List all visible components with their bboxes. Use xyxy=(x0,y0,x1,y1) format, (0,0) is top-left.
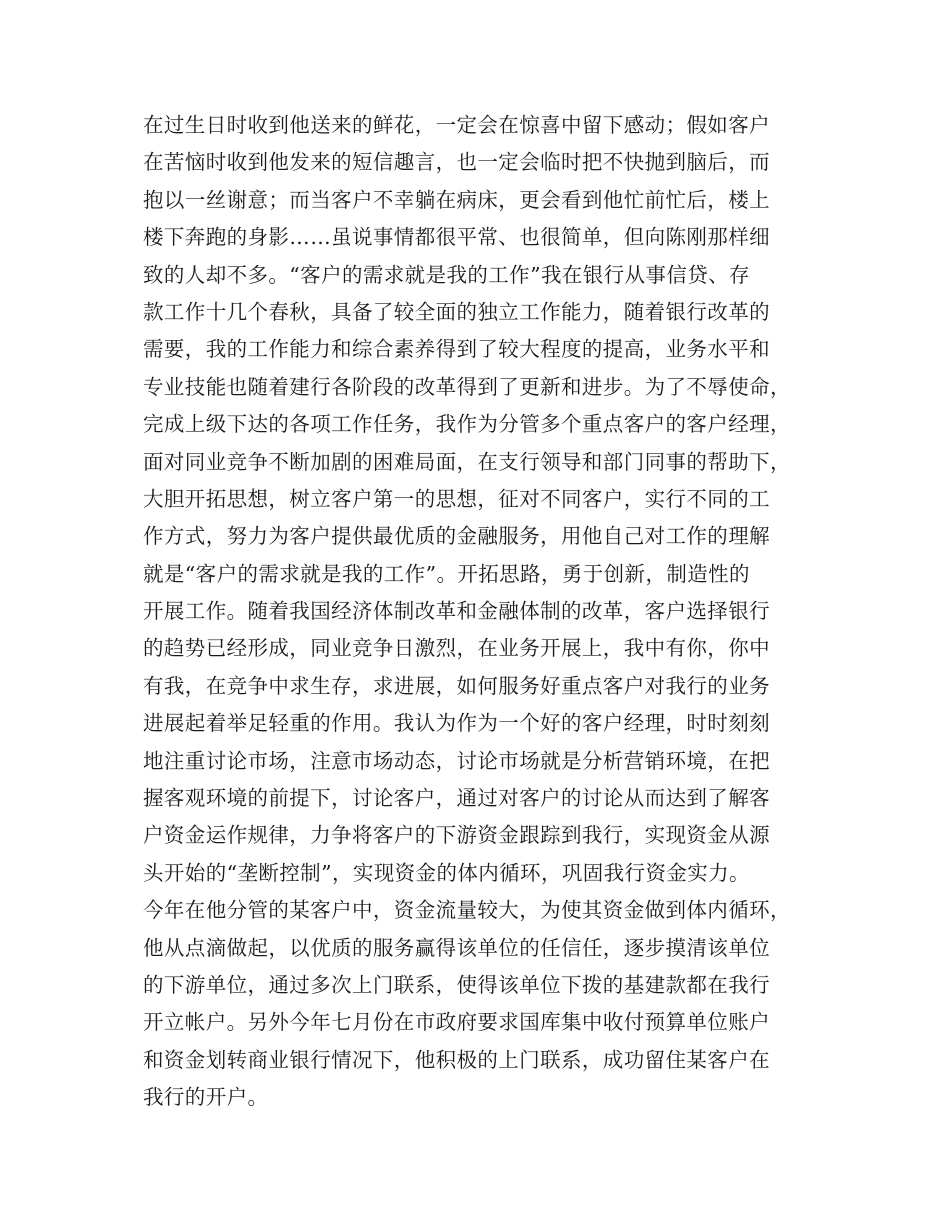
text-line: 作方式，努力为客户提供最优质的金融服务，用他自己对工作的理解 xyxy=(143,524,770,549)
text-line: 握客观环境的前提下，讨论客户，通过对客户的讨论从而达到了解客 xyxy=(143,786,770,811)
text-line: 的下游单位，通过多次上门联系，使得该单位下拨的基建款都在我行 xyxy=(143,972,770,997)
text-line: 就是“客户的需求就是我的工作”。开拓思路，勇于创新，制造性的 xyxy=(143,561,750,586)
text-line: 进展起着举足轻重的作用。我认为作为一个好的客户经理，时时刻刻 xyxy=(143,711,770,736)
text-line: 楼下奔跑的身影……虽说事情都很平常、也很简单，但向陈刚那样细 xyxy=(143,225,770,250)
text-line: 他从点滴做起，以优质的服务赢得该单位的任信任，逐步摸清该单位 xyxy=(143,935,770,960)
text-line: 完成上级下达的各项工作任务，我作为分管多个重点客户的客户经理， xyxy=(143,412,791,437)
text-line: 致的人却不多。“客户的需求就是我的工作”我在银行从事信贷、存 xyxy=(143,262,750,287)
text-line: 的趋势已经形成，同业竞争日激烈，在业务开展上，我中有你，你中 xyxy=(143,636,770,661)
text-line: 开立帐户。另外今年七月份在市政府要求国库集中收付预算单位账户 xyxy=(143,1010,770,1035)
text-line: 在苦恼时收到他发来的短信趣言，也一定会临时把不快抛到脑后，而 xyxy=(143,150,770,175)
text-line: 大胆开拓思想，树立客户第一的思想，征对不同客户，实行不同的工 xyxy=(143,486,770,511)
text-line: 面对同业竞争不断加剧的困难局面，在支行领导和部门同事的帮助下， xyxy=(143,449,791,474)
text-line: 今年在他分管的某客户中，资金流量较大，为使其资金做到体内循环， xyxy=(143,898,791,923)
text-line: 有我，在竞争中求生存，求进展，如何服务好重点客户对我行的业务 xyxy=(143,673,770,698)
text-line: 在过生日时收到他送来的鲜花，一定会在惊喜中留下感动；假如客户 xyxy=(143,113,770,137)
text-line: 头开始的“垄断控制”，实现资金的体内循环，巩固我行资金实力。 xyxy=(143,860,750,885)
text-line: 专业技能也随着建行各阶段的改革得到了更新和进步。为了不辱使命， xyxy=(143,374,791,399)
text-line: 和资金划转商业银行情况下，他积极的上门联系，成功留住某客户在 xyxy=(143,1047,770,1072)
text-line: 我行的开户。 xyxy=(143,1085,269,1110)
text-line: 地注重讨论市场，注意市场动态，讨论市场就是分析营销环境，在把 xyxy=(143,748,770,773)
text-line: 抱以一丝谢意；而当客户不幸躺在病床，更会看到他忙前忙后，楼上 xyxy=(143,187,770,212)
text-line: 款工作十几个春秋，具备了较全面的独立工作能力，随着银行改革的 xyxy=(143,299,770,324)
body-paragraph xyxy=(143,107,813,1117)
text-line: 户资金运作规律，力争将客户的下游资金跟踪到我行，实现资金从源 xyxy=(143,823,770,848)
text-line: 开展工作。随着我国经济体制改革和金融体制的改革，客户选择银行 xyxy=(143,599,770,624)
text-line: 需要，我的工作能力和综合素养得到了较大程度的提高，业务水平和 xyxy=(143,337,770,362)
